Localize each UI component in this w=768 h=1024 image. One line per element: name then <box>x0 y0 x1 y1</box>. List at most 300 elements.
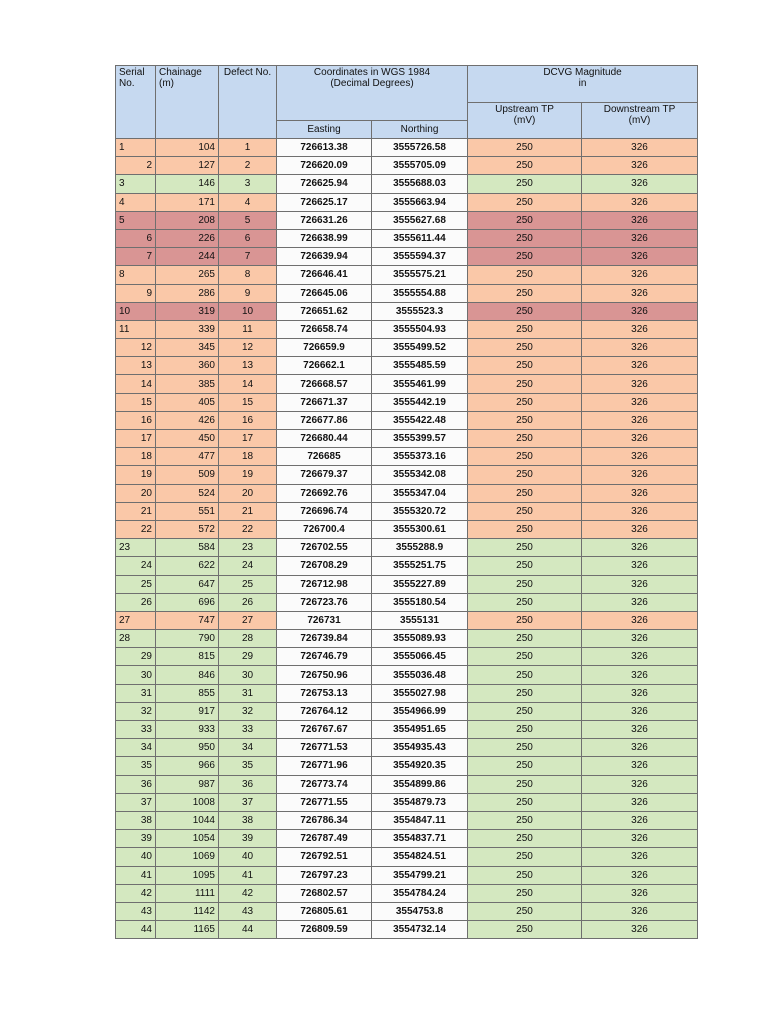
cell-chainage: 509 <box>156 466 219 484</box>
cell-serial: 24 <box>116 557 156 575</box>
table-row <box>116 393 698 411</box>
cell-upstream: 250 <box>468 557 582 575</box>
cell-easting: 726773.74 <box>277 775 372 793</box>
cell-downstream: 326 <box>582 811 698 829</box>
table-row <box>116 648 698 666</box>
table-row <box>116 593 698 611</box>
cell-downstream: 326 <box>582 484 698 502</box>
cell-downstream: 326 <box>582 448 698 466</box>
cell-serial: 9 <box>116 284 156 302</box>
cell-chainage: 1054 <box>156 830 219 848</box>
cell-downstream: 326 <box>582 157 698 175</box>
table-row <box>116 702 698 720</box>
table-row <box>116 793 698 811</box>
cell-easting: 726685 <box>277 448 372 466</box>
cell-serial: 23 <box>116 539 156 557</box>
table-row <box>116 866 698 884</box>
cell-northing: 3555251.75 <box>372 557 468 575</box>
cell-upstream: 250 <box>468 921 582 939</box>
table-row <box>116 539 698 557</box>
cell-chainage: 1095 <box>156 866 219 884</box>
cell-downstream: 326 <box>582 339 698 357</box>
header-upstream-line2: (mV) <box>513 115 536 126</box>
cell-chainage: 551 <box>156 502 219 520</box>
cell-downstream: 326 <box>582 884 698 902</box>
cell-northing: 3554824.51 <box>372 848 468 866</box>
cell-defect: 34 <box>219 739 277 757</box>
table-row <box>116 575 698 593</box>
cell-chainage: 1069 <box>156 848 219 866</box>
cell-upstream: 250 <box>468 193 582 211</box>
cell-upstream: 250 <box>468 539 582 557</box>
cell-serial: 34 <box>116 739 156 757</box>
cell-chainage: 286 <box>156 284 219 302</box>
cell-downstream: 326 <box>582 666 698 684</box>
header-dcvg-magnitude <box>468 66 698 103</box>
cell-downstream: 326 <box>582 648 698 666</box>
table-row <box>116 684 698 702</box>
table-row <box>116 921 698 939</box>
cell-upstream: 250 <box>468 611 582 629</box>
header-upstream-line1: Upstream TP <box>495 104 554 115</box>
cell-downstream: 326 <box>582 902 698 920</box>
cell-chainage: 855 <box>156 684 219 702</box>
cell-serial: 14 <box>116 375 156 393</box>
cell-chainage: 226 <box>156 229 219 247</box>
cell-chainage: 622 <box>156 557 219 575</box>
cell-chainage: 339 <box>156 320 219 338</box>
cell-easting: 726625.17 <box>277 193 372 211</box>
cell-northing: 3555461.99 <box>372 375 468 393</box>
cell-northing: 3555320.72 <box>372 502 468 520</box>
cell-northing: 3555627.68 <box>372 211 468 229</box>
table-row <box>116 266 698 284</box>
cell-defect: 43 <box>219 902 277 920</box>
cell-upstream: 250 <box>468 139 582 157</box>
cell-upstream: 250 <box>468 739 582 757</box>
cell-northing: 3554847.11 <box>372 811 468 829</box>
cell-serial: 6 <box>116 229 156 247</box>
cell-defect: 25 <box>219 575 277 593</box>
cell-downstream: 326 <box>582 502 698 520</box>
cell-easting: 726696.74 <box>277 502 372 520</box>
cell-northing: 3555504.93 <box>372 320 468 338</box>
cell-defect: 30 <box>219 666 277 684</box>
cell-northing: 3555036.48 <box>372 666 468 684</box>
table-row <box>116 721 698 739</box>
cell-defect: 41 <box>219 866 277 884</box>
cell-serial: 38 <box>116 811 156 829</box>
cell-upstream: 250 <box>468 520 582 538</box>
table-row <box>116 848 698 866</box>
cell-defect: 36 <box>219 775 277 793</box>
cell-downstream: 326 <box>582 175 698 193</box>
cell-serial: 4 <box>116 193 156 211</box>
header-coordinates-line1: Coordinates in WGS 1984 <box>313 67 431 78</box>
cell-northing: 3555594.37 <box>372 248 468 266</box>
cell-downstream: 326 <box>582 284 698 302</box>
header-row-1 <box>116 66 698 103</box>
cell-northing: 3555705.09 <box>372 157 468 175</box>
cell-easting: 726771.53 <box>277 739 372 757</box>
cell-upstream: 250 <box>468 666 582 684</box>
cell-upstream: 250 <box>468 157 582 175</box>
cell-downstream: 326 <box>582 830 698 848</box>
cell-easting: 726753.13 <box>277 684 372 702</box>
cell-easting: 726625.94 <box>277 175 372 193</box>
cell-easting: 726668.57 <box>277 375 372 393</box>
cell-easting: 726802.57 <box>277 884 372 902</box>
cell-defect: 6 <box>219 229 277 247</box>
cell-serial: 43 <box>116 902 156 920</box>
cell-upstream: 250 <box>468 229 582 247</box>
cell-downstream: 326 <box>582 793 698 811</box>
cell-serial: 5 <box>116 211 156 229</box>
cell-easting: 726671.37 <box>277 393 372 411</box>
cell-defect: 7 <box>219 248 277 266</box>
cell-northing: 3555523.3 <box>372 302 468 320</box>
table-row <box>116 757 698 775</box>
header-serial-label: Serial No. <box>119 67 145 89</box>
cell-northing: 3555554.88 <box>372 284 468 302</box>
cell-defect: 33 <box>219 721 277 739</box>
cell-northing: 3555288.9 <box>372 539 468 557</box>
cell-easting: 726700.4 <box>277 520 372 538</box>
cell-northing: 3555131 <box>372 611 468 629</box>
cell-chainage: 950 <box>156 739 219 757</box>
cell-downstream: 326 <box>582 266 698 284</box>
cell-serial: 44 <box>116 921 156 939</box>
table-row <box>116 430 698 448</box>
header-downstream <box>582 103 698 139</box>
cell-serial: 16 <box>116 411 156 429</box>
cell-chainage: 1008 <box>156 793 219 811</box>
cell-chainage: 933 <box>156 721 219 739</box>
header-downstream-line2: (mV) <box>628 115 651 126</box>
cell-downstream: 326 <box>582 739 698 757</box>
cell-northing: 3555399.57 <box>372 430 468 448</box>
cell-northing: 3555663.94 <box>372 193 468 211</box>
cell-upstream: 250 <box>468 466 582 484</box>
cell-defect: 16 <box>219 411 277 429</box>
cell-downstream: 326 <box>582 466 698 484</box>
table-row <box>116 375 698 393</box>
cell-northing: 3555485.59 <box>372 357 468 375</box>
cell-easting: 726680.44 <box>277 430 372 448</box>
cell-defect: 38 <box>219 811 277 829</box>
table-row <box>116 320 698 338</box>
cell-serial: 41 <box>116 866 156 884</box>
cell-defect: 4 <box>219 193 277 211</box>
table-row <box>116 139 698 157</box>
cell-northing: 3554732.14 <box>372 921 468 939</box>
cell-northing: 3554753.8 <box>372 902 468 920</box>
cell-defect: 42 <box>219 884 277 902</box>
cell-upstream: 250 <box>468 902 582 920</box>
cell-serial: 11 <box>116 320 156 338</box>
table-row <box>116 284 698 302</box>
table-row <box>116 666 698 684</box>
cell-easting: 726809.59 <box>277 921 372 939</box>
cell-easting: 726620.09 <box>277 157 372 175</box>
header-northing <box>372 121 468 139</box>
cell-upstream: 250 <box>468 357 582 375</box>
cell-upstream: 250 <box>468 430 582 448</box>
cell-defect: 21 <box>219 502 277 520</box>
cell-upstream: 250 <box>468 721 582 739</box>
cell-downstream: 326 <box>582 630 698 648</box>
cell-downstream: 326 <box>582 302 698 320</box>
cell-easting: 726750.96 <box>277 666 372 684</box>
cell-defect: 19 <box>219 466 277 484</box>
header-downstream-line1: Downstream TP <box>603 104 676 115</box>
table-row <box>116 630 698 648</box>
cell-easting: 726797.23 <box>277 866 372 884</box>
cell-easting: 726771.96 <box>277 757 372 775</box>
cell-upstream: 250 <box>468 211 582 229</box>
cell-serial: 15 <box>116 393 156 411</box>
cell-northing: 3554951.65 <box>372 721 468 739</box>
cell-downstream: 326 <box>582 593 698 611</box>
cell-chainage: 208 <box>156 211 219 229</box>
cell-serial: 7 <box>116 248 156 266</box>
cell-downstream: 326 <box>582 702 698 720</box>
cell-defect: 8 <box>219 266 277 284</box>
cell-chainage: 1142 <box>156 902 219 920</box>
header-easting <box>277 121 372 139</box>
cell-easting: 726787.49 <box>277 830 372 848</box>
cell-serial: 19 <box>116 466 156 484</box>
header-serial <box>116 66 156 139</box>
cell-downstream: 326 <box>582 575 698 593</box>
cell-northing: 3554920.35 <box>372 757 468 775</box>
cell-easting: 726645.06 <box>277 284 372 302</box>
table-row <box>116 157 698 175</box>
cell-easting: 726723.76 <box>277 593 372 611</box>
cell-chainage: 790 <box>156 630 219 648</box>
cell-chainage: 917 <box>156 702 219 720</box>
cell-chainage: 146 <box>156 175 219 193</box>
cell-upstream: 250 <box>468 175 582 193</box>
cell-downstream: 326 <box>582 393 698 411</box>
cell-defect: 1 <box>219 139 277 157</box>
cell-defect: 14 <box>219 375 277 393</box>
cell-upstream: 250 <box>468 448 582 466</box>
cell-defect: 20 <box>219 484 277 502</box>
cell-downstream: 326 <box>582 611 698 629</box>
table-row <box>116 811 698 829</box>
cell-downstream: 326 <box>582 721 698 739</box>
cell-northing: 3554837.71 <box>372 830 468 848</box>
cell-downstream: 326 <box>582 757 698 775</box>
table-row <box>116 175 698 193</box>
cell-upstream: 250 <box>468 884 582 902</box>
dcvg-defect-table <box>115 65 698 939</box>
cell-serial: 8 <box>116 266 156 284</box>
cell-serial: 35 <box>116 757 156 775</box>
cell-upstream: 250 <box>468 484 582 502</box>
cell-defect: 10 <box>219 302 277 320</box>
cell-chainage: 524 <box>156 484 219 502</box>
cell-chainage: 127 <box>156 157 219 175</box>
cell-easting: 726631.26 <box>277 211 372 229</box>
cell-northing: 3555347.04 <box>372 484 468 502</box>
cell-easting: 726771.55 <box>277 793 372 811</box>
cell-serial: 1 <box>116 139 156 157</box>
cell-defect: 24 <box>219 557 277 575</box>
cell-northing: 3555422.48 <box>372 411 468 429</box>
cell-easting: 726639.94 <box>277 248 372 266</box>
cell-defect: 26 <box>219 593 277 611</box>
cell-serial: 29 <box>116 648 156 666</box>
table-row <box>116 830 698 848</box>
cell-northing: 3555180.54 <box>372 593 468 611</box>
header-coordinates-line2: (Decimal Degrees) <box>330 78 414 89</box>
cell-upstream: 250 <box>468 284 582 302</box>
cell-upstream: 250 <box>468 793 582 811</box>
cell-chainage: 319 <box>156 302 219 320</box>
cell-chainage: 426 <box>156 411 219 429</box>
cell-upstream: 250 <box>468 502 582 520</box>
cell-serial: 28 <box>116 630 156 648</box>
cell-northing: 3555027.98 <box>372 684 468 702</box>
cell-serial: 10 <box>116 302 156 320</box>
cell-defect: 22 <box>219 520 277 538</box>
cell-downstream: 326 <box>582 520 698 538</box>
header-northing-label: Northing <box>400 124 439 135</box>
cell-chainage: 477 <box>156 448 219 466</box>
cell-upstream: 250 <box>468 393 582 411</box>
cell-easting: 726658.74 <box>277 320 372 338</box>
cell-defect: 39 <box>219 830 277 848</box>
header-easting-label: Easting <box>307 124 341 135</box>
cell-easting: 726679.37 <box>277 466 372 484</box>
cell-easting: 726646.41 <box>277 266 372 284</box>
cell-upstream: 250 <box>468 830 582 848</box>
table-row <box>116 884 698 902</box>
cell-serial: 39 <box>116 830 156 848</box>
cell-chainage: 584 <box>156 539 219 557</box>
cell-upstream: 250 <box>468 684 582 702</box>
cell-northing: 3555066.45 <box>372 648 468 666</box>
table-row <box>116 611 698 629</box>
cell-defect: 15 <box>219 393 277 411</box>
cell-serial: 31 <box>116 684 156 702</box>
header-chainage <box>156 66 219 139</box>
cell-easting: 726662.1 <box>277 357 372 375</box>
cell-downstream: 326 <box>582 357 698 375</box>
cell-downstream: 326 <box>582 139 698 157</box>
cell-easting: 726805.61 <box>277 902 372 920</box>
cell-upstream: 250 <box>468 320 582 338</box>
cell-defect: 32 <box>219 702 277 720</box>
cell-northing: 3555611.44 <box>372 229 468 247</box>
cell-northing: 3554799.21 <box>372 866 468 884</box>
cell-northing: 3555688.03 <box>372 175 468 193</box>
cell-upstream: 250 <box>468 648 582 666</box>
cell-easting: 726786.34 <box>277 811 372 829</box>
cell-defect: 2 <box>219 157 277 175</box>
table-row <box>116 902 698 920</box>
cell-defect: 5 <box>219 211 277 229</box>
cell-downstream: 326 <box>582 193 698 211</box>
cell-serial: 40 <box>116 848 156 866</box>
cell-easting: 726677.86 <box>277 411 372 429</box>
header-coordinates <box>277 66 468 121</box>
cell-chainage: 572 <box>156 520 219 538</box>
table-row <box>116 229 698 247</box>
table-row <box>116 557 698 575</box>
cell-downstream: 326 <box>582 248 698 266</box>
cell-northing: 3555227.89 <box>372 575 468 593</box>
cell-northing: 3555373.16 <box>372 448 468 466</box>
cell-easting: 726692.76 <box>277 484 372 502</box>
cell-northing: 3555442.19 <box>372 393 468 411</box>
cell-chainage: 405 <box>156 393 219 411</box>
cell-easting: 726659.9 <box>277 339 372 357</box>
cell-downstream: 326 <box>582 866 698 884</box>
cell-upstream: 250 <box>468 866 582 884</box>
cell-easting: 726792.51 <box>277 848 372 866</box>
cell-upstream: 250 <box>468 811 582 829</box>
cell-serial: 30 <box>116 666 156 684</box>
cell-easting: 726746.79 <box>277 648 372 666</box>
cell-chainage: 1165 <box>156 921 219 939</box>
cell-downstream: 326 <box>582 921 698 939</box>
cell-chainage: 104 <box>156 139 219 157</box>
cell-downstream: 326 <box>582 229 698 247</box>
header-defect-label: Defect No. <box>223 67 272 78</box>
cell-easting: 726613.38 <box>277 139 372 157</box>
cell-serial: 27 <box>116 611 156 629</box>
cell-serial: 37 <box>116 793 156 811</box>
cell-chainage: 966 <box>156 757 219 775</box>
cell-northing: 3555089.93 <box>372 630 468 648</box>
cell-defect: 3 <box>219 175 277 193</box>
cell-serial: 42 <box>116 884 156 902</box>
cell-chainage: 1044 <box>156 811 219 829</box>
cell-upstream: 250 <box>468 411 582 429</box>
cell-chainage: 987 <box>156 775 219 793</box>
cell-chainage: 171 <box>156 193 219 211</box>
cell-defect: 31 <box>219 684 277 702</box>
cell-northing: 3554966.99 <box>372 702 468 720</box>
cell-downstream: 326 <box>582 557 698 575</box>
cell-upstream: 250 <box>468 375 582 393</box>
cell-serial: 26 <box>116 593 156 611</box>
cell-downstream: 326 <box>582 430 698 448</box>
cell-downstream: 326 <box>582 684 698 702</box>
cell-easting: 726739.84 <box>277 630 372 648</box>
table-row <box>116 739 698 757</box>
cell-chainage: 244 <box>156 248 219 266</box>
cell-upstream: 250 <box>468 248 582 266</box>
cell-defect: 23 <box>219 539 277 557</box>
cell-defect: 28 <box>219 630 277 648</box>
cell-upstream: 250 <box>468 775 582 793</box>
table-row <box>116 411 698 429</box>
cell-northing: 3555499.52 <box>372 339 468 357</box>
cell-northing: 3554784.24 <box>372 884 468 902</box>
table-row <box>116 466 698 484</box>
cell-serial: 13 <box>116 357 156 375</box>
cell-chainage: 696 <box>156 593 219 611</box>
cell-northing: 3554879.73 <box>372 793 468 811</box>
cell-easting: 726702.55 <box>277 539 372 557</box>
cell-easting: 726764.12 <box>277 702 372 720</box>
header-defect <box>219 66 277 139</box>
cell-chainage: 815 <box>156 648 219 666</box>
